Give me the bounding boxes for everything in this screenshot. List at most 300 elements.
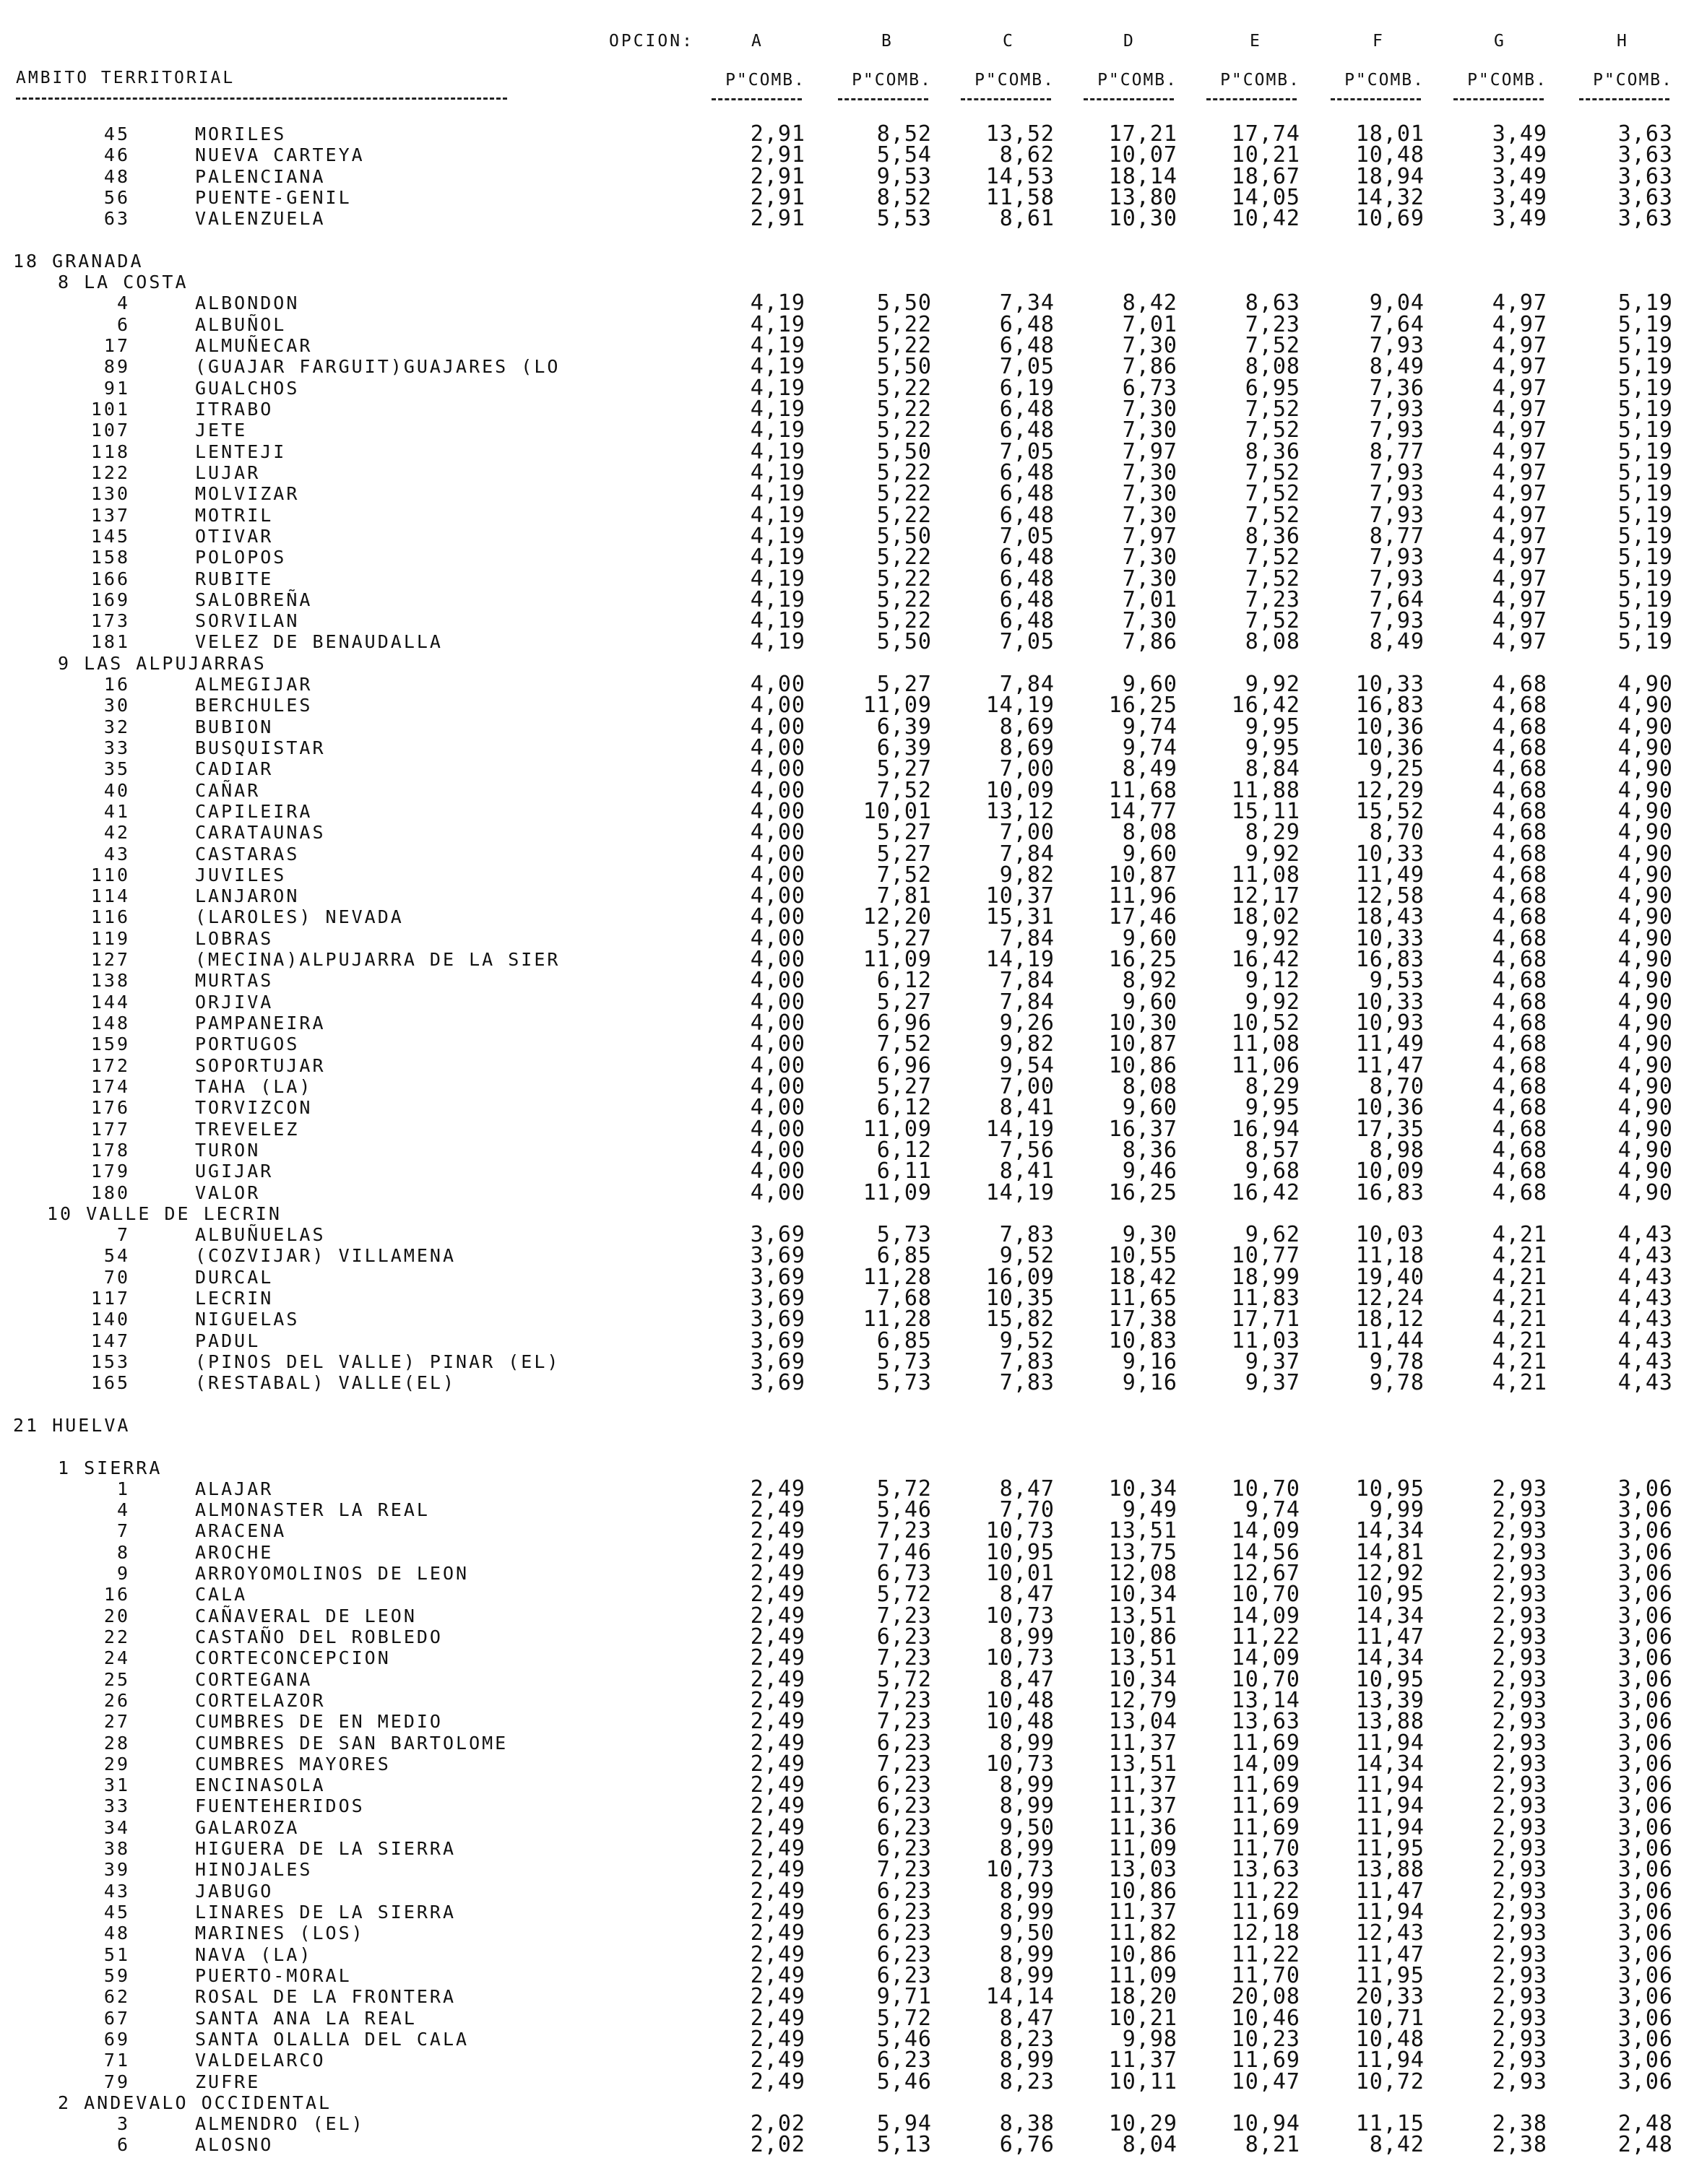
municipality-code: 56 (103, 186, 130, 208)
value-cell: 4,19 (750, 502, 805, 528)
value-cell: 4,21 (1492, 1306, 1547, 1332)
value-cell: 11,94 (1355, 1772, 1425, 1798)
table-row (0, 586, 1694, 612)
table-row (0, 1687, 1694, 1713)
value-cell: 4,19 (750, 311, 805, 337)
value-cell: 10,73 (985, 1603, 1055, 1629)
value-cell: 11,82 (1108, 1920, 1177, 1946)
value-cell: 4,43 (1617, 1264, 1673, 1290)
municipality-name: CADIAR (195, 758, 274, 780)
value-cell: 11,22 (1231, 1624, 1300, 1650)
value-cell: 11,69 (1231, 1793, 1300, 1819)
value-cell: 4,68 (1492, 1116, 1547, 1142)
value-cell: 4,68 (1492, 862, 1547, 888)
value-cell: 4,97 (1492, 586, 1547, 612)
value-cell: 4,68 (1492, 841, 1547, 867)
value-cell: 5,50 (876, 290, 932, 316)
municipality-code: 3 (116, 2113, 130, 2135)
value-cell: 4,68 (1492, 693, 1547, 719)
value-cell: 6,23 (876, 1899, 932, 1925)
value-cell: 10,48 (985, 1687, 1055, 1713)
value-cell: 7,52 (1245, 481, 1300, 507)
value-cell: 10,86 (1108, 1878, 1177, 1904)
value-cell: 8,77 (1369, 523, 1425, 549)
table-row (0, 1751, 1694, 1777)
value-cell: 6,23 (876, 2048, 932, 2074)
table-row (0, 333, 1694, 359)
value-cell: 10,48 (1355, 2026, 1425, 2052)
value-cell: 5,27 (876, 841, 932, 867)
value-cell: 18,20 (1108, 1984, 1177, 2010)
value-cell: 9,62 (1245, 1222, 1300, 1248)
municipality-name: CORTELAZOR (195, 1689, 326, 1711)
table-row (0, 545, 1694, 571)
value-cell: 5,22 (876, 459, 932, 485)
table-row (0, 1814, 1694, 1840)
value-cell: 15,31 (985, 904, 1055, 930)
municipality-name: TORVIZCON (195, 1097, 313, 1119)
value-cell: 17,21 (1108, 121, 1177, 147)
table-row (0, 566, 1694, 592)
value-cell: 4,90 (1617, 672, 1673, 698)
value-cell: 8,29 (1245, 1073, 1300, 1099)
value-cell: 2,02 (750, 2111, 805, 2137)
value-cell: 4,90 (1617, 925, 1673, 951)
municipality-name: OTIVAR (195, 525, 274, 547)
value-cell: 10,33 (1355, 925, 1425, 951)
value-cell: 5,22 (876, 586, 932, 612)
value-cell: 10,86 (1108, 1941, 1177, 1967)
value-cell: 4,68 (1492, 968, 1547, 994)
value-cell: 7,84 (999, 672, 1055, 698)
value-cell: 4,97 (1492, 354, 1547, 380)
column-letter-a: A (751, 32, 764, 51)
value-cell: 5,19 (1617, 629, 1673, 655)
municipality-name: (COZVIJAR) VILLAMENA (195, 1245, 457, 1267)
value-cell: 14,77 (1108, 798, 1177, 824)
municipality-code: 179 (90, 1161, 130, 1182)
value-cell: 7,30 (1122, 481, 1177, 507)
value-cell: 6,48 (999, 459, 1055, 485)
value-cell: 4,21 (1492, 1286, 1547, 1312)
value-cell: 4,68 (1492, 904, 1547, 930)
value-cell: 5,46 (876, 2026, 932, 2052)
table-row (0, 459, 1694, 485)
value-cell: 11,70 (1231, 1836, 1300, 1862)
comarca-heading (0, 272, 1694, 292)
comarca-heading (0, 1458, 1694, 1478)
value-cell: 3,49 (1492, 184, 1547, 210)
value-cell: 7,05 (999, 354, 1055, 380)
value-cell: 11,94 (1355, 1814, 1425, 1840)
municipality-name: CASTAÑO DEL ROBLEDO (195, 1626, 443, 1647)
value-cell: 7,52 (876, 862, 932, 888)
value-cell: 4,21 (1492, 1243, 1547, 1269)
municipality-name: (RESTABAL) VALLE(EL) (195, 1372, 457, 1394)
value-cell: 11,47 (1355, 1052, 1425, 1078)
value-cell: 13,63 (1231, 1857, 1300, 1883)
value-cell: 8,92 (1122, 968, 1177, 994)
value-cell: 6,48 (999, 502, 1055, 528)
value-cell: 8,62 (999, 142, 1055, 168)
municipality-code: 71 (103, 2050, 130, 2071)
value-cell: 5,27 (876, 672, 932, 698)
municipality-code: 140 (90, 1309, 130, 1330)
value-cell: 2,49 (750, 1666, 805, 1692)
value-cell: 3,06 (1617, 1730, 1673, 1756)
value-cell: 7,64 (1369, 586, 1425, 612)
value-cell: 11,09 (863, 693, 932, 719)
municipality-code: 178 (90, 1139, 130, 1161)
value-cell: 16,94 (1231, 1116, 1300, 1142)
value-cell: 7,93 (1369, 417, 1425, 443)
municipality-code: 22 (103, 1626, 130, 1647)
municipality-name: (LAROLES) NEVADA (195, 906, 404, 928)
value-cell: 4,19 (750, 375, 805, 401)
municipality-code: 17 (103, 335, 130, 357)
value-cell: 14,05 (1231, 184, 1300, 210)
value-cell: 5,19 (1617, 545, 1673, 571)
value-cell: 2,49 (750, 2005, 805, 2031)
value-cell: 13,39 (1355, 1687, 1425, 1713)
value-cell: 7,84 (999, 925, 1055, 951)
municipality-code: 7 (116, 1520, 130, 1542)
value-cell: 8,08 (1122, 1073, 1177, 1099)
column-letter-b: B (881, 32, 894, 51)
value-cell: 8,23 (999, 2068, 1055, 2094)
municipality-name: CALA (195, 1584, 248, 1606)
value-cell: 6,48 (999, 608, 1055, 634)
value-cell: 15,52 (1355, 798, 1425, 824)
value-cell: 10,70 (1231, 1476, 1300, 1502)
value-cell: 4,90 (1617, 1179, 1673, 1205)
value-cell: 8,99 (999, 1962, 1055, 1988)
value-cell: 10,95 (1355, 1666, 1425, 1692)
value-cell: 7,97 (1122, 523, 1177, 549)
municipality-code: 116 (90, 906, 130, 928)
value-cell: 10,33 (1355, 672, 1425, 698)
value-cell: 10,55 (1108, 1243, 1177, 1269)
value-cell: 10,70 (1231, 1582, 1300, 1608)
value-cell: 4,21 (1492, 1264, 1547, 1290)
column-underline (1206, 98, 1297, 100)
value-cell: 8,99 (999, 1793, 1055, 1819)
value-cell: 9,78 (1369, 1370, 1425, 1396)
value-cell: 10,34 (1108, 1476, 1177, 1502)
table-row (0, 1730, 1694, 1756)
table-row (0, 1772, 1694, 1798)
column-letter-e: E (1250, 32, 1262, 51)
value-cell: 5,50 (876, 523, 932, 549)
value-cell: 4,00 (750, 925, 805, 951)
value-cell: 11,94 (1355, 1793, 1425, 1819)
value-cell: 18,67 (1231, 163, 1300, 189)
value-cell: 3,06 (1617, 1814, 1673, 1840)
municipality-code: 69 (103, 2028, 130, 2050)
value-cell: 9,60 (1122, 672, 1177, 698)
municipality-code: 16 (103, 674, 130, 696)
table-row (0, 1286, 1694, 1312)
value-cell: 14,34 (1355, 1645, 1425, 1671)
value-cell: 4,00 (750, 904, 805, 930)
value-cell: 11,49 (1355, 862, 1425, 888)
municipality-code: 8 (116, 1541, 130, 1563)
value-cell: 10,47 (1231, 2068, 1300, 2094)
municipality-code: 38 (103, 1838, 130, 1860)
table-row (0, 1497, 1694, 1523)
municipality-code: 107 (90, 420, 130, 441)
municipality-name: AROCHE (195, 1541, 274, 1563)
value-cell: 7,64 (1369, 311, 1425, 337)
municipality-code: 4 (116, 292, 130, 314)
municipality-code: 122 (90, 462, 130, 483)
value-cell: 4,19 (750, 545, 805, 571)
value-cell: 3,69 (750, 1243, 805, 1269)
spacer-row (0, 230, 1694, 251)
column-subheader-a: P"COMB. (725, 71, 805, 90)
value-cell: 9,50 (999, 1814, 1055, 1840)
value-cell: 2,93 (1492, 2068, 1547, 2094)
value-cell: 6,23 (876, 1878, 932, 1904)
municipality-name: CAÑAVERAL DE LEON (195, 1605, 417, 1626)
value-cell: 9,92 (1245, 672, 1300, 698)
value-cell: 7,52 (1245, 502, 1300, 528)
value-cell: 12,58 (1355, 883, 1425, 909)
value-cell: 4,19 (750, 481, 805, 507)
municipality-name: JETE (195, 420, 248, 441)
value-cell: 10,03 (1355, 1222, 1425, 1248)
value-cell: 4,00 (750, 1010, 805, 1036)
value-cell: 5,19 (1617, 459, 1673, 485)
value-cell: 7,93 (1369, 333, 1425, 359)
column-subheader-h: P"COMB. (1593, 71, 1673, 90)
municipality-name: ARROYOMOLINOS DE LEON (195, 1563, 470, 1585)
municipality-name: ALMUÑECAR (195, 335, 313, 357)
municipality-code: 31 (103, 1774, 130, 1796)
value-cell: 14,19 (985, 1116, 1055, 1142)
value-cell: 14,09 (1231, 1751, 1300, 1777)
column-letter-f: F (1373, 32, 1385, 51)
municipality-name: TURON (195, 1139, 261, 1161)
value-cell: 7,86 (1122, 354, 1177, 380)
municipality-code: 24 (103, 1647, 130, 1669)
value-cell: 16,37 (1108, 1116, 1177, 1142)
value-cell: 5,19 (1617, 375, 1673, 401)
table-row (0, 2111, 1694, 2137)
value-cell: 6,39 (876, 714, 932, 740)
municipality-name: PAMPANEIRA (195, 1013, 326, 1034)
value-cell: 12,24 (1355, 1286, 1425, 1312)
value-cell: 4,90 (1617, 883, 1673, 909)
value-cell: 7,52 (1245, 333, 1300, 359)
value-cell: 2,49 (750, 2048, 805, 2074)
value-cell: 4,90 (1617, 1031, 1673, 1057)
value-cell: 4,68 (1492, 989, 1547, 1015)
municipality-code: 51 (103, 1944, 130, 1965)
value-cell: 5,50 (876, 354, 932, 380)
value-cell: 7,97 (1122, 438, 1177, 464)
table-row (0, 1878, 1694, 1904)
value-cell: 5,22 (876, 375, 932, 401)
value-cell: 6,12 (876, 1137, 932, 1163)
value-cell: 11,22 (1231, 1878, 1300, 1904)
value-cell: 9,60 (1122, 841, 1177, 867)
municipality-name: (GUAJAR FARGUIT)GUAJARES (LO (195, 356, 561, 378)
column-subheader-b: P"COMB. (852, 71, 932, 90)
value-cell: 6,48 (999, 417, 1055, 443)
table-row (0, 1073, 1694, 1099)
value-cell: 7,00 (999, 820, 1055, 846)
value-cell: 2,93 (1492, 1539, 1547, 1565)
municipality-name: PADUL (195, 1330, 261, 1351)
value-cell: 6,85 (876, 1327, 932, 1353)
value-cell: 13,51 (1108, 1645, 1177, 1671)
municipality-code: 6 (116, 2134, 130, 2156)
value-cell: 11,49 (1355, 1031, 1425, 1057)
value-cell: 11,58 (985, 184, 1055, 210)
municipality-name: MURTAS (195, 970, 274, 992)
column-letter-d: D (1123, 32, 1136, 51)
value-cell: 4,21 (1492, 1370, 1547, 1396)
value-cell: 2,49 (750, 1814, 805, 1840)
table-row (0, 734, 1694, 760)
table-row (0, 523, 1694, 549)
value-cell: 10,87 (1108, 1031, 1177, 1057)
value-cell: 5,19 (1617, 502, 1673, 528)
value-cell: 4,90 (1617, 1010, 1673, 1036)
municipality-code: 26 (103, 1689, 130, 1711)
value-cell: 4,21 (1492, 1222, 1547, 1248)
municipality-name: POLOPOS (195, 547, 287, 568)
municipality-code: 48 (103, 165, 130, 187)
value-cell: 15,11 (1231, 798, 1300, 824)
value-cell: 7,52 (1245, 459, 1300, 485)
municipality-name: BUSQUISTAR (195, 737, 326, 758)
value-cell: 5,22 (876, 481, 932, 507)
table-row (0, 1179, 1694, 1205)
value-cell: 14,09 (1231, 1518, 1300, 1544)
value-cell: 4,68 (1492, 883, 1547, 909)
value-cell: 9,95 (1245, 1095, 1300, 1121)
municipality-code: 27 (103, 1711, 130, 1733)
value-cell: 7,52 (1245, 566, 1300, 592)
value-cell: 2,49 (750, 1878, 805, 1904)
municipality-code: 181 (90, 631, 130, 653)
table-row (0, 1031, 1694, 1057)
municipality-name: ALMENDRO (EL) (195, 2113, 365, 2135)
value-cell: 3,49 (1492, 163, 1547, 189)
municipality-name: RUBITE (195, 568, 274, 589)
value-cell: 2,49 (750, 1984, 805, 2010)
value-cell: 11,47 (1355, 1878, 1425, 1904)
value-cell: 2,93 (1492, 1582, 1547, 1608)
table-row (0, 375, 1694, 401)
municipality-code: 180 (90, 1182, 130, 1203)
municipality-name: PORTUGOS (195, 1034, 300, 1055)
value-cell: 10,21 (1108, 2005, 1177, 2031)
value-cell: 9,26 (999, 1010, 1055, 1036)
comarca-heading (0, 1204, 1694, 1224)
value-cell: 4,97 (1492, 290, 1547, 316)
value-cell: 8,08 (1245, 629, 1300, 655)
municipality-name: JUVILES (195, 864, 287, 885)
table-row (0, 1348, 1694, 1374)
value-cell: 6,48 (999, 481, 1055, 507)
value-cell: 9,60 (1122, 925, 1177, 951)
value-cell: 11,03 (1231, 1327, 1300, 1353)
municipality-code: 172 (90, 1054, 130, 1076)
value-cell: 18,94 (1355, 163, 1425, 189)
value-cell: 3,06 (1617, 1603, 1673, 1629)
value-cell: 3,63 (1617, 142, 1673, 168)
value-cell: 11,09 (863, 1116, 932, 1142)
value-cell: 9,60 (1122, 989, 1177, 1015)
municipality-name: VALDELARCO (195, 2050, 326, 2071)
value-cell: 9,25 (1369, 756, 1425, 782)
municipality-code: 33 (103, 1795, 130, 1817)
table-row (0, 2068, 1694, 2094)
column-underline (1579, 98, 1669, 100)
value-cell: 13,88 (1355, 1709, 1425, 1735)
value-cell: 4,19 (750, 459, 805, 485)
comarca-heading (0, 654, 1694, 674)
value-cell: 3,06 (1617, 1878, 1673, 1904)
value-cell: 10,48 (1355, 142, 1425, 168)
value-cell: 2,49 (750, 1793, 805, 1819)
value-cell: 2,93 (1492, 2048, 1547, 2074)
value-cell: 4,00 (750, 968, 805, 994)
option-label: OPCION: (609, 32, 694, 51)
value-cell: 5,19 (1617, 586, 1673, 612)
value-cell: 3,06 (1617, 1666, 1673, 1692)
value-cell: 13,52 (985, 121, 1055, 147)
value-cell: 3,06 (1617, 2026, 1673, 2052)
value-cell: 10,94 (1231, 2111, 1300, 2137)
value-cell: 11,15 (1355, 2111, 1425, 2137)
value-cell: 11,47 (1355, 1941, 1425, 1967)
value-cell: 11,95 (1355, 1836, 1425, 1862)
municipality-code: 7 (116, 1224, 130, 1246)
municipality-name: MOLVIZAR (195, 483, 300, 505)
value-cell: 13,63 (1231, 1709, 1300, 1735)
value-cell: 14,34 (1355, 1518, 1425, 1544)
table-row (0, 777, 1694, 803)
value-cell: 4,19 (750, 333, 805, 359)
value-cell: 10,11 (1108, 2068, 1177, 2094)
value-cell: 6,73 (876, 1561, 932, 1587)
value-cell: 4,00 (750, 1095, 805, 1121)
value-cell: 8,99 (999, 1899, 1055, 1925)
table-row (0, 1518, 1694, 1544)
value-cell: 5,19 (1617, 523, 1673, 549)
value-cell: 8,99 (999, 1624, 1055, 1650)
value-cell: 5,73 (876, 1222, 932, 1248)
table-row (0, 1476, 1694, 1502)
value-cell: 7,34 (999, 290, 1055, 316)
municipality-code: 70 (103, 1266, 130, 1288)
value-cell: 7,30 (1122, 396, 1177, 422)
value-cell: 20,33 (1355, 1984, 1425, 2010)
value-cell: 3,06 (1617, 1920, 1673, 1946)
value-cell: 7,52 (1245, 417, 1300, 443)
municipality-name: FUENTEHERIDOS (195, 1795, 365, 1817)
province-heading (0, 251, 1694, 272)
value-cell: 11,69 (1231, 1730, 1300, 1756)
value-cell: 4,90 (1617, 1158, 1673, 1184)
municipality-name: CAÑAR (195, 779, 261, 801)
table-row (0, 989, 1694, 1015)
value-cell: 9,82 (999, 862, 1055, 888)
